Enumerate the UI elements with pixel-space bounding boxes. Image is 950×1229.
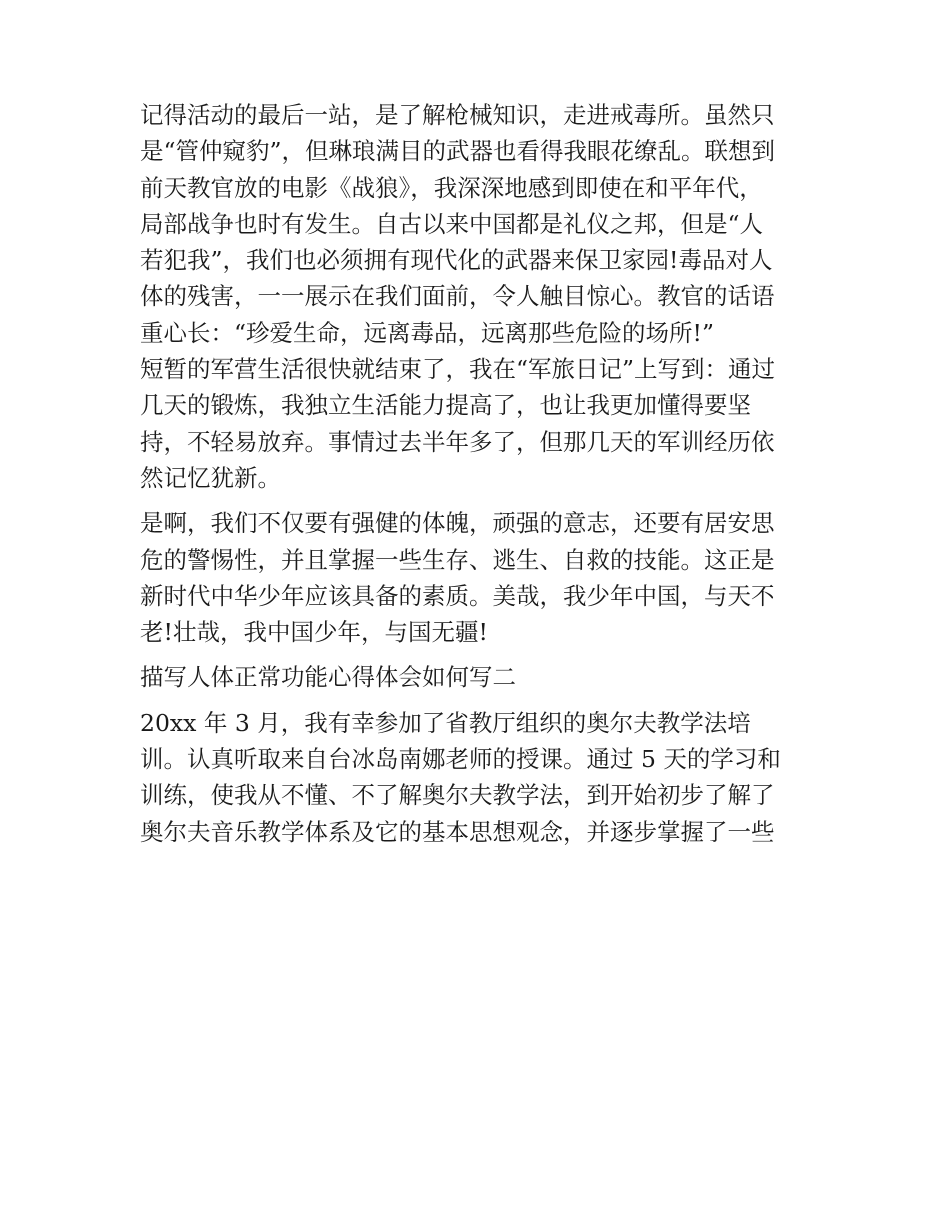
text-line: 奥尔夫音乐教学体系及它的基本思想观念，并逐步掌握了一些 — [140, 817, 775, 846]
section-heading: 描写人体正常功能心得体会如何写二 — [140, 663, 516, 692]
text-line: 短暂的军营生活很快就结束了，我在“军旅日记”上写到：通过 — [140, 355, 776, 384]
text-line: 危的警惕性，并且掌握一些生存、逃生、自救的技能。这正是 — [140, 545, 775, 574]
document-page — [140, 97, 815, 850]
text-line: 局部战争也时有发生。自古以来中国都是礼仪之邦，但是“人 — [140, 209, 764, 238]
text-line: 体的残害，一一展示在我们面前，令人触目惊心。教官的话语 — [140, 282, 775, 311]
text-line: 重心长：“珍爱生命，远离毒品，远离那些危险的场所!” — [140, 318, 714, 347]
text-line: 老!壮哉，我中国少年，与国无疆! — [140, 618, 488, 647]
text-line: 前天教官放的电影《战狼》，我深深地感到即使在和平年代， — [140, 173, 763, 202]
text-line: 持，不轻易放弃。事情过去半年多了，但那几天的军训经历依 — [140, 427, 775, 456]
text-line: 训练，使我从不懂、不了解奥尔夫教学法，到开始初步了解了 — [140, 781, 775, 810]
text-line: 20xx 年 3 月，我有幸参加了省教厅组织的奥尔夫教学法培 — [140, 708, 751, 737]
text-line: 训。认真听取来自台冰岛南娜老师的授课。通过 5 天的学习和 — [140, 745, 781, 774]
text-line: 记得活动的最后一站，是了解枪械知识，走进戒毒所。虽然只 — [140, 101, 775, 129]
text-line: 若犯我”，我们也必须拥有现代化的武器来保卫家园!毒品对人 — [140, 246, 773, 275]
text-line: 是啊，我们不仅要有强健的体魄，顽强的意志，还要有居安思 — [140, 509, 775, 538]
text-line: 新时代中华少年应该具备的素质。美哉，我少年中国，与天不 — [140, 581, 775, 610]
text-line: 然记忆犹新。 — [140, 463, 281, 492]
text-line: 是“管仲窥豹”，但琳琅满目的武器也看得我眼花缭乱。联想到 — [140, 137, 776, 166]
text-line: 几天的锻炼，我独立生活能力提高了，也让我更加懂得要坚 — [140, 391, 751, 420]
